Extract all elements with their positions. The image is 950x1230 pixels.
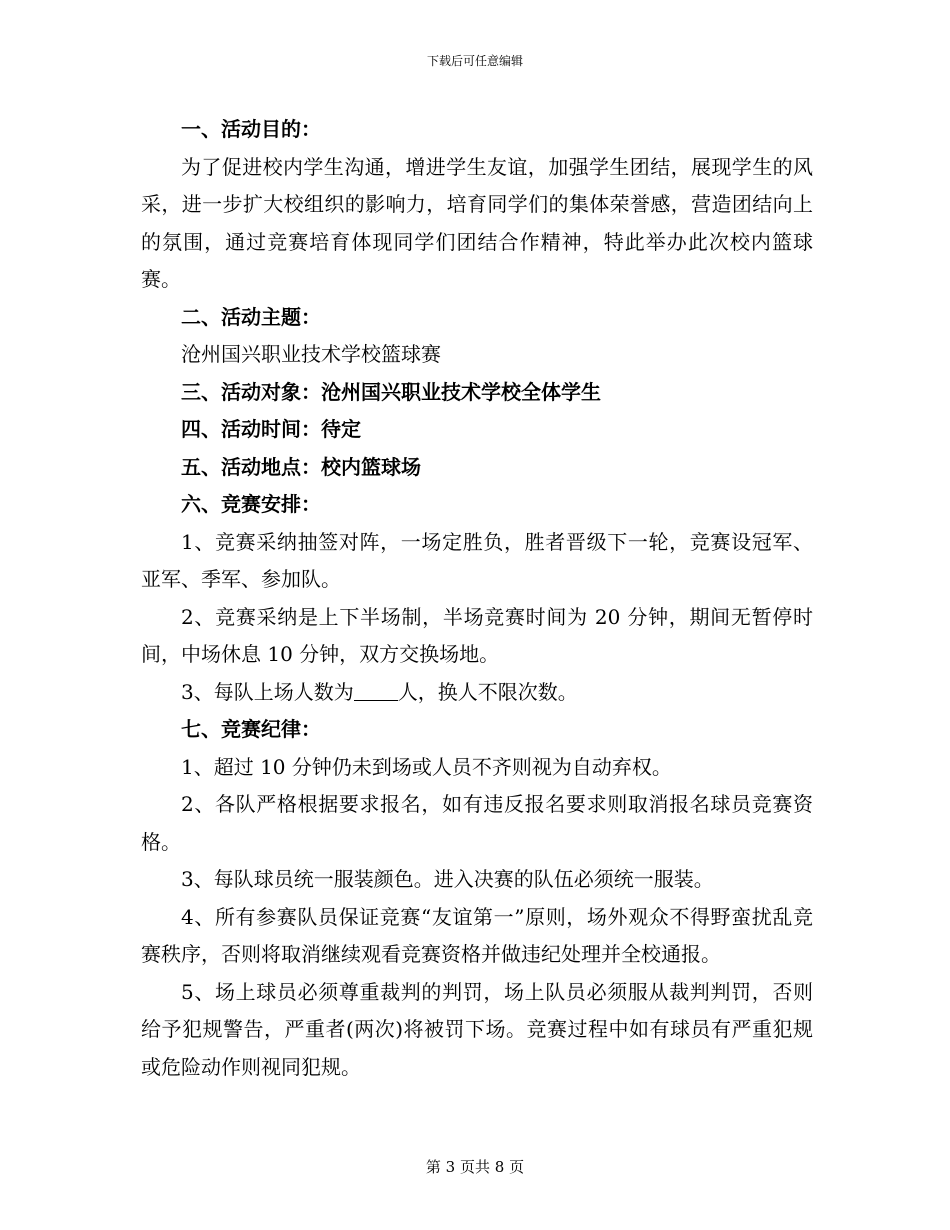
arrangement-item-3-suffix: 人，换人不限次数。	[397, 679, 578, 704]
arrangement-item-2: 2、竞赛采纳是上下半场制，半场竞赛时间为 20 分钟，期间无暂停时间，中场休息 10 分钟，双方交换场地。	[141, 604, 813, 666]
line-place: 五、活动地点：校内篮球场	[181, 454, 421, 479]
discipline-item-4: 4、所有参赛队员保证竞赛“友谊第一”原则，场外观众不得野蛮扰乱竞赛秩序，否则将取消继续观看竞赛资格并做违纪处理并全校通报。	[141, 904, 813, 966]
heading-theme: 二、活动主题：	[181, 304, 321, 329]
heading-purpose: 一、活动目的：	[181, 117, 321, 141]
page-footer-page-number: 第 3 页共 8 页	[425, 1158, 525, 1176]
arrangement-item-3	[141, 674, 813, 712]
arrangement-item-1: 1、竞赛采纳抽签对阵，一场定胜负，胜者晋级下一轮，竞赛设冠军、亚军、季军、参加队。	[141, 529, 813, 591]
page-header-note: 下载后可任意编辑	[426, 54, 523, 68]
discipline-item-5: 5、场上球员必须尊重裁判的判罚，场上队员必须服从裁判判罚，否则给予犯规警告，严重者(两次)将被罚下场。竞赛过程中如有球员有严重犯规或危险动作则视同犯规。	[141, 979, 813, 1079]
heading-arrangement: 六、竞赛安排：	[181, 492, 321, 516]
heading-discipline: 七、竞赛纪律：	[181, 717, 321, 741]
line-time: 四、活动时间：待定	[181, 417, 361, 441]
line-target: 三、活动对象：沧州国兴职业技术学校全体学生	[181, 379, 601, 404]
discipline-item-1: 1、超过 10 分钟仍未到场或人员不齐则视为自动弃权。	[181, 754, 672, 779]
arrangement-item-3-prefix: 3、每队上场人数为	[181, 679, 354, 704]
discipline-item-3: 3、每队球员统一服装颜色。进入决赛的队伍必须统一服装。	[181, 867, 714, 891]
paragraph-theme: 沧州国兴职业技术学校篮球赛	[181, 342, 441, 366]
paragraph-purpose: 为了促进校内学生沟通，增进学生友谊，加强学生团结，展现学生的风采，进一步扩大校组织的影响力，培育同学们的集体荣誉感，营造团结向上的氛围，通过竞赛培育体现同学们团结合作精神，特此举办此次校内篮球赛。	[141, 154, 813, 291]
fill-in-blank	[354, 680, 398, 701]
document-body	[141, 111, 813, 1086]
discipline-item-2: 2、各队严格根据要求报名，如有违反报名要求则取消报名球员竞赛资格。	[141, 792, 813, 854]
